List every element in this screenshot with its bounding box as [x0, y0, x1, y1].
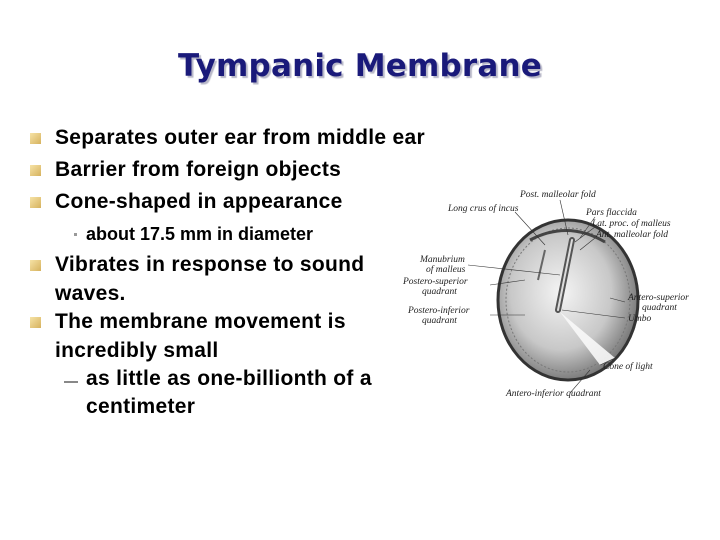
dash-bullet-text: as little as one-billionth of a centimeter [86, 367, 372, 418]
dash-bullet-item [30, 365, 416, 421]
dash-bullet-icon [64, 381, 78, 383]
square-bullet-icon [30, 260, 41, 271]
bullet-item [30, 123, 450, 152]
bullet-text: The membrane movement is incredibly small [55, 310, 346, 362]
label-lat-proc-malleus: Lat. proc. of malleus [592, 219, 671, 229]
label-pars-flaccida: Pars flaccida [586, 208, 637, 218]
label-postero-superior: Postero-superior [403, 277, 468, 287]
bullet-item [30, 307, 395, 365]
square-bullet-icon [30, 133, 41, 144]
label-long-crus-of-incus: Long crus of incus [448, 204, 519, 214]
label-postero-inferior-quadrant: quadrant [422, 316, 457, 326]
square-bullet-icon [30, 317, 41, 328]
sub-bullet-item [30, 220, 450, 248]
bullet-text: Cone-shaped in appearance [55, 190, 343, 213]
label-post-malleolar-fold: Post. malleolar fold [520, 190, 596, 200]
label-postero-superior-quadrant: quadrant [422, 287, 457, 297]
square-bullet-icon [30, 165, 41, 176]
label-of-malleus: of malleus [426, 265, 466, 275]
bullet-list [30, 123, 450, 423]
dot-bullet-icon [74, 233, 77, 236]
label-postero-inferior: Postero-inferior [408, 306, 470, 316]
bullet-text: Barrier from foreign objects [55, 158, 342, 181]
bullet-text: Separates outer ear from middle ear [55, 126, 425, 149]
square-bullet-icon [30, 197, 41, 208]
label-antero-superior: Antero-superior [628, 293, 689, 303]
bullet-text: Vibrates in response to sound waves. [55, 253, 365, 305]
label-ant-malleolar-fold: Ant. malleolar fold [596, 230, 669, 240]
label-manubrium: Manubrium [420, 255, 465, 265]
label-umbo: Umbo [628, 314, 652, 324]
label-antero-superior-quadrant: quadrant [642, 303, 677, 313]
bullet-item [30, 155, 450, 184]
sub-bullet-text: about 17.5 mm in diameter [86, 224, 314, 244]
label-antero-inferior-quadrant: Antero-inferior quadrant [506, 389, 601, 399]
bullet-item [30, 187, 450, 216]
tympanic-membrane-diagram [400, 180, 700, 410]
slide-title: Tympanic Membrane [177, 48, 543, 84]
label-cone-of-light: Cone of light [603, 362, 653, 372]
bullet-item [30, 250, 415, 308]
